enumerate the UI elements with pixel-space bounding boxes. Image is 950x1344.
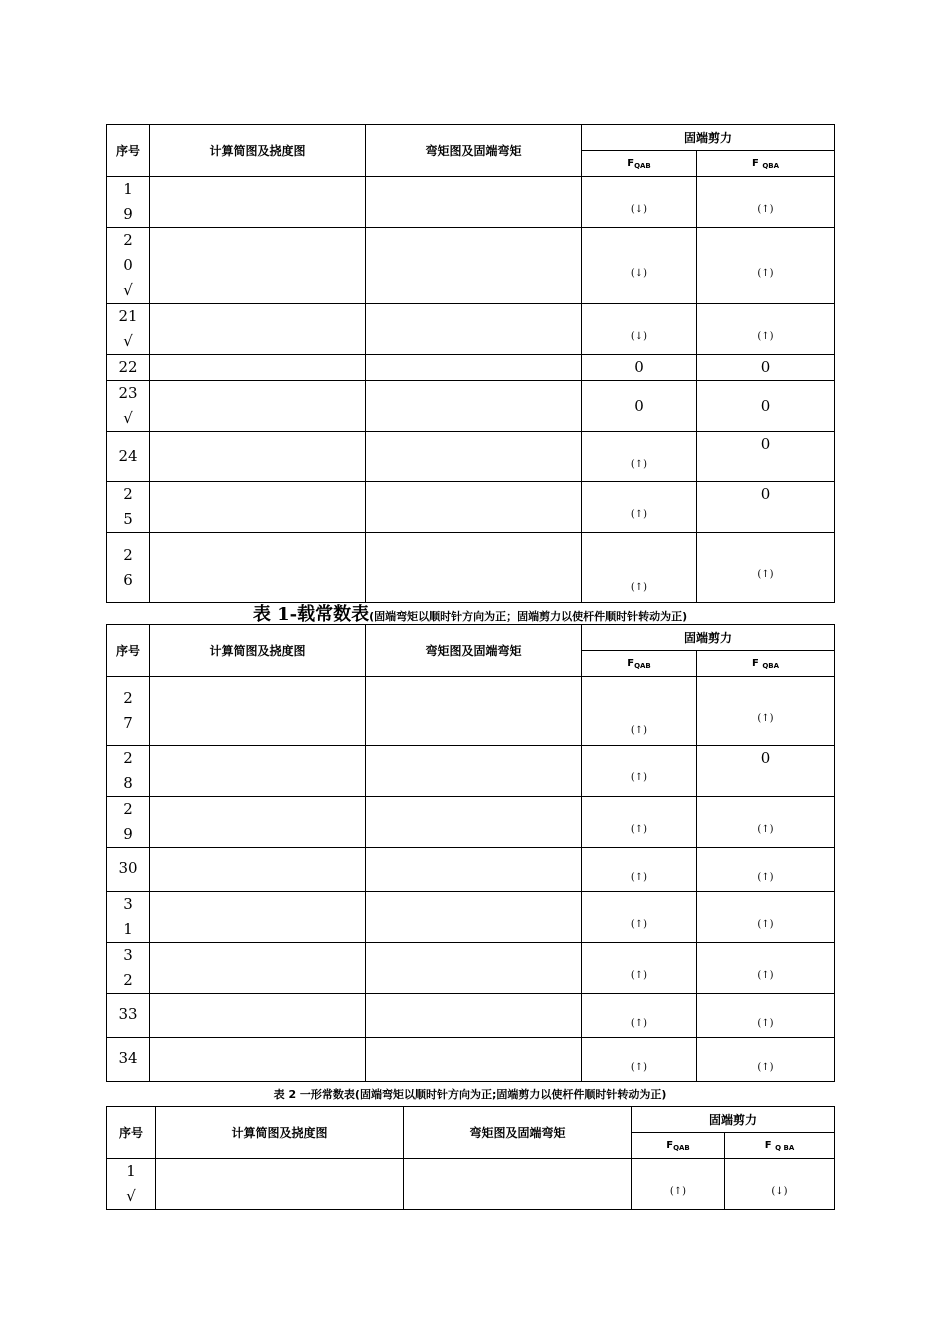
diagram-cell bbox=[150, 482, 366, 533]
diagram-cell bbox=[156, 1159, 404, 1210]
moment-cell bbox=[366, 432, 582, 482]
row-number: 1 √ bbox=[107, 1159, 156, 1210]
moment-cell bbox=[366, 533, 582, 603]
row-number: 2 8 bbox=[107, 746, 150, 797]
fqba-cell: 0 bbox=[697, 355, 835, 381]
fqba-cell: 0 bbox=[697, 381, 835, 432]
fqba-cell: (↑) bbox=[697, 994, 835, 1038]
fqba-cell: (↑) bbox=[697, 177, 835, 228]
fqab-cell: (↑) bbox=[582, 533, 697, 603]
table-row bbox=[107, 432, 835, 482]
table-row bbox=[107, 892, 835, 943]
table-row bbox=[107, 848, 835, 892]
fqba-cell: (↑) bbox=[697, 848, 835, 892]
moment-cell bbox=[366, 1038, 582, 1082]
fqab-cell: (↓) bbox=[582, 228, 697, 304]
table-caption-2: 表 2 一形常数表(固端弯矩以顺时针方向为正;固端剪力以使杆件顺时针转动为正) bbox=[273, 1088, 667, 1101]
diagram-cell bbox=[150, 994, 366, 1038]
table-row bbox=[107, 943, 835, 994]
row-number: 22 bbox=[107, 355, 150, 381]
header-shear: 固端剪力 bbox=[632, 1107, 835, 1133]
header-shear: 固端剪力 bbox=[582, 125, 835, 151]
row-number: 21 √ bbox=[107, 304, 150, 355]
diagram-cell bbox=[150, 1038, 366, 1082]
fqab-cell: (↑) bbox=[582, 892, 697, 943]
diagram-cell bbox=[150, 797, 366, 848]
table-row bbox=[107, 355, 835, 381]
header-moment: 弯矩图及固端弯矩 bbox=[404, 1107, 632, 1159]
fqab-cell: (↑) bbox=[582, 797, 697, 848]
fqba-cell: (↑) bbox=[697, 892, 835, 943]
moment-cell bbox=[366, 677, 582, 746]
fqba-cell: (↑) bbox=[697, 533, 835, 603]
moment-cell bbox=[404, 1159, 632, 1210]
header-shear: 固端剪力 bbox=[582, 625, 835, 651]
header-fqba: F $_{QBA}$ bbox=[697, 151, 835, 177]
row-number: 3 1 bbox=[107, 892, 150, 943]
table-row bbox=[107, 1038, 835, 1082]
row-number: 2 9 bbox=[107, 797, 150, 848]
fqab-cell: (↑) bbox=[582, 848, 697, 892]
header-seq: 序号 bbox=[107, 625, 150, 677]
diagram-cell bbox=[150, 381, 366, 432]
table-row bbox=[107, 177, 835, 228]
diagram-cell bbox=[150, 304, 366, 355]
moment-cell bbox=[366, 797, 582, 848]
fqab-cell: (↓) bbox=[582, 177, 697, 228]
fqba-cell: (↑) bbox=[697, 677, 835, 746]
diagram-cell bbox=[150, 677, 366, 746]
fqab-cell: (↑) bbox=[582, 746, 697, 797]
table-row bbox=[107, 228, 835, 304]
fqab-cell: (↓) bbox=[582, 304, 697, 355]
moment-cell bbox=[366, 482, 582, 533]
row-number: 2 6 bbox=[107, 533, 150, 603]
table-row bbox=[107, 1159, 835, 1210]
row-number: 24 bbox=[107, 432, 150, 482]
header-fqab: $F_{QAB}$ bbox=[632, 1133, 725, 1159]
header-seq: 序号 bbox=[107, 125, 150, 177]
header-diagram: 计算简图及挠度图 bbox=[156, 1107, 404, 1159]
diagram-cell bbox=[150, 355, 366, 381]
shape-constants-table bbox=[106, 1106, 835, 1210]
table-row bbox=[107, 533, 835, 603]
diagram-cell bbox=[150, 746, 366, 797]
load-constants-table-part1 bbox=[106, 124, 835, 603]
fqab-cell: (↑) bbox=[582, 482, 697, 533]
header-seq: 序号 bbox=[107, 1107, 156, 1159]
diagram-cell bbox=[150, 892, 366, 943]
row-number: 2 7 bbox=[107, 677, 150, 746]
table-row bbox=[107, 994, 835, 1038]
header-moment: 弯矩图及固端弯矩 bbox=[366, 125, 582, 177]
row-number: 23 √ bbox=[107, 381, 150, 432]
moment-cell bbox=[366, 943, 582, 994]
moment-cell bbox=[366, 892, 582, 943]
fqab-cell: (↑) bbox=[582, 432, 697, 482]
fqba-cell: 0 bbox=[697, 746, 835, 797]
row-number: 2 5 bbox=[107, 482, 150, 533]
fqba-cell: (↑) bbox=[697, 228, 835, 304]
fqba-cell: (↑) bbox=[697, 1038, 835, 1082]
table-row bbox=[107, 381, 835, 432]
diagram-cell bbox=[150, 432, 366, 482]
row-number: 1 9 bbox=[107, 177, 150, 228]
fqba-cell: 0 bbox=[697, 482, 835, 533]
fqba-cell: (↑) bbox=[697, 943, 835, 994]
moment-cell bbox=[366, 355, 582, 381]
table-caption-1: 表 1-载常数表(固端弯矩以顺时针方向为正；固端剪力以使杆件顺时针转动为正) bbox=[252, 604, 688, 625]
table-row bbox=[107, 746, 835, 797]
table-row bbox=[107, 482, 835, 533]
fqba-cell: (↓) bbox=[725, 1159, 835, 1210]
moment-cell bbox=[366, 228, 582, 304]
row-number: 3 2 bbox=[107, 943, 150, 994]
table-row bbox=[107, 677, 835, 746]
moment-cell bbox=[366, 746, 582, 797]
fqba-cell: (↑) bbox=[697, 797, 835, 848]
header-fqba: F $_{Q BA}$ bbox=[725, 1133, 835, 1159]
load-constants-table-part2 bbox=[106, 624, 835, 1082]
fqab-cell: (↑) bbox=[582, 1038, 697, 1082]
row-number: 34 bbox=[107, 1038, 150, 1082]
diagram-cell bbox=[150, 228, 366, 304]
diagram-cell bbox=[150, 943, 366, 994]
fqab-cell: (↑) bbox=[632, 1159, 725, 1210]
diagram-cell bbox=[150, 177, 366, 228]
row-number: 2 0 √ bbox=[107, 228, 150, 304]
moment-cell bbox=[366, 994, 582, 1038]
header-fqba: F $_{QBA}$ bbox=[697, 651, 835, 677]
row-number: 30 bbox=[107, 848, 150, 892]
header-diagram: 计算简图及挠度图 bbox=[150, 625, 366, 677]
header-fqab: $F_{QAB}$ bbox=[582, 151, 697, 177]
header-fqab: $F_{QAB}$ bbox=[582, 651, 697, 677]
moment-cell bbox=[366, 304, 582, 355]
moment-cell bbox=[366, 381, 582, 432]
fqab-cell: (↑) bbox=[582, 677, 697, 746]
fqba-cell: 0 bbox=[697, 432, 835, 482]
fqab-cell: (↑) bbox=[582, 994, 697, 1038]
header-moment: 弯矩图及固端弯矩 bbox=[366, 625, 582, 677]
moment-cell bbox=[366, 177, 582, 228]
diagram-cell bbox=[150, 533, 366, 603]
diagram-cell bbox=[150, 848, 366, 892]
fqab-cell: (↑) bbox=[582, 943, 697, 994]
fqba-cell: (↑) bbox=[697, 304, 835, 355]
fqab-cell: 0 bbox=[582, 381, 697, 432]
table-row bbox=[107, 304, 835, 355]
moment-cell bbox=[366, 848, 582, 892]
header-diagram: 计算简图及挠度图 bbox=[150, 125, 366, 177]
table-row bbox=[107, 797, 835, 848]
row-number: 33 bbox=[107, 994, 150, 1038]
fqab-cell: 0 bbox=[582, 355, 697, 381]
